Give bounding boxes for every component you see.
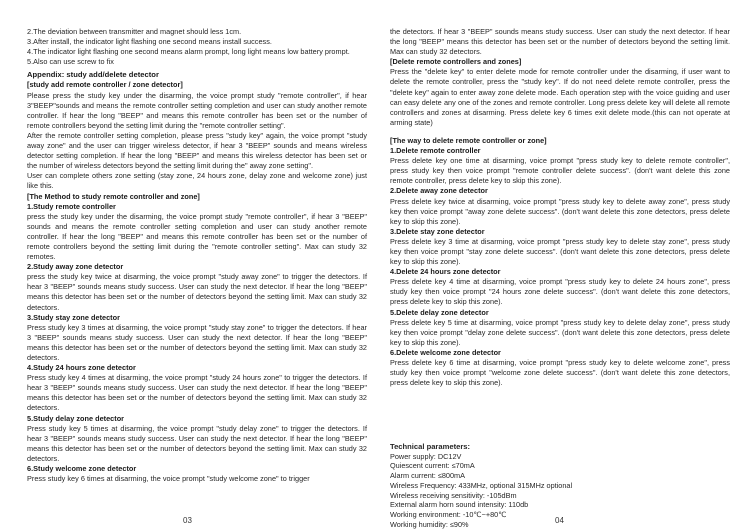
install-note: 4.The indicator light flashing one second means alarm prompt, long light means low battery prompt. [27,47,350,57]
page-number-right: 04 [555,516,564,525]
remote-zone-title: [study add remote controller / zone detector] [27,80,183,90]
section-title: 4.Study 24 hours zone detector [27,363,136,373]
section-body: Press delete key twice at disarming, voice prompt "press study key to delete away zone", press study key then voice prompt "away zone delete success". (don't want delete this zone detectors, press delete key to skip this zone). [390,196,730,226]
tech-line: External alarm horn sound intensity: 110db [390,500,529,510]
section-title: 6.Delete welcome zone detector [390,347,501,357]
section-title: 1.Delete remote controller [390,146,481,156]
tech-line: Working humidity: ≤90% [390,519,469,529]
tech-line: Quiescent current: ≤70mA [390,461,475,471]
appendix [27,70,367,191]
tech-title: Technical parameters: [390,442,471,451]
install-notes [27,27,367,67]
section-title: 4.Delete 24 hours zone detector [390,267,501,277]
page-number-left: 03 [183,516,192,525]
tech-line: Alarm current: ≤800mA [390,471,465,481]
appendix-title: Appendix: study add/delete detector [27,70,159,80]
tech-line: Power supply: DC12V [390,451,462,461]
tech-line: Working environment: -10℃~+80℃ [390,509,507,519]
section-body: Press delete key 3 time at disarming, voice prompt "press study key to delete stay zone", press study key then voice prompt "stay zone delete success". (don't want delete this zone detectors, press delete key to skip this zone). [390,236,730,267]
spacer [390,128,730,136]
section-title: 6.Study welcome zone detector [27,464,137,474]
section-body: Press delete key 5 time at disarming, voice prompt "press study key to delete delay zone", press study key then voice prompt "delay zone delete success". (don't want delete this zone detectors, press delete key to skip this zone). [390,317,730,347]
section-body: press the study key twice at disarming, the voice prompt "study away zone" to trigger the detectors. If hear 3 "BEEP" sounds means study success. User can study the next detector. If hear the long "BEEP" means this detector has been set or the number of detectors beyond the setting limit. Max can study 32 detectors. [27,272,367,312]
section-title: 2.Delete away zone detector [390,186,488,196]
remote-zone-para: After the remote controller setting completion, please press "study key" again, the voice prompt "study away zone" and the user can trigger wireless detector, if hear 3 "BEEP" sounds and means wireless detector setting completion. If hear the long "BEEP" and means this wireless detector has been set or the number of wireless detectors beyond the setting limit during the" away zone setting". [27,130,367,171]
continuation [390,27,730,57]
section-body: Press study key 5 times at disarming, the voice prompt "study delay zone" to trigger the detectors. If hear 3 "BEEP" sounds means study success. User can study the next detector. If hear the long "BEEP" means this detector has been set or the number of detectors beyond the setting limit. Max can study 32 detectors. [27,423,367,463]
section-body: Press study key 6 times at disarming, the voice prompt "study welcome zone" to trigger [27,474,310,484]
delete-mode [390,57,730,128]
remote-zone-para: Please press the study key under the disarming, the voice prompt study "remote controller", if hear 3"BEEP"sounds and means the remote controller setting completion and user can study another remote controller. If hear the long "BEEP" and means this remote controller has been set or the number of remote controllers beyond the setting limit during the "remote controller setting". [27,90,367,130]
section-body: press the study key under the disarming, the voice prompt study "remote controller", if hear 3 "BEEP" sounds and means the remote controller setting completion and user can study another remote controller. If hear the long "BEEP" and means this remote controller has been set or the number of remote controllers beyond the setting limit during the "remote controller setting". Max can study 32 remotes. [27,211,367,262]
way-title: [The way to delete remote controller or zone] [390,135,547,145]
continuation-text: the detectors. If hear 3 "BEEP" sounds means study success. User can study the next detector. If hear the long "BEEP" means this detector has been set or the number of detectors beyond the setting limit. Max can study 32 detectors. [390,27,730,57]
section-body: Press study key 4 times at disarming, the voice prompt "study 24 hours zone" to trigger the detectors. If hear 3 "BEEP" sounds means study success. User can study the next detector. If hear the long "BEEP" means this detector has been set or the number of detectors beyond the setting limit. Max can study 32 detectors. [27,373,367,413]
install-note: 3.After install, the indicator light flashing one second means install success. [27,37,272,47]
section-title: 5.Study delay zone detector [27,413,125,423]
install-note: 5.Also can use screw to fix [27,57,114,67]
tech-line: Wireless Frequency: 433MHz, optional 315MHz optional [390,480,573,490]
right-page [390,27,730,388]
method-title: [The Method to study remote controller and zone] [27,191,200,201]
study-method [27,192,367,485]
section-title: 2.Study away zone detector [27,262,124,272]
section-title: 5.Delete delay zone detector [390,307,489,317]
section-body: Press delete key one time at disarming, voice prompt "press study key to delete remote controller", press study key then voice prompt "remote controller delete success". (don't want delete this zone remote controller, press delete key to skip this zone). [390,156,730,186]
section-title: 1.Study remote controller [27,201,116,211]
section-title: 3.Delete stay zone detector [390,226,485,236]
delete-title: [Delete remote controllers and zones] [390,57,522,67]
remote-zone-para: User can complete others zone setting (stay zone, 24 hours zone, delay zone and welcome zone) just like this. [27,171,367,191]
tech-line: Wireless receiving sensitivity: -105dBm [390,490,517,500]
left-page [27,27,367,484]
section-body: Press study key 3 times at disarming, the voice prompt "study stay zone" to trigger the detectors. If hear 3 "BEEP" sounds means study success. User can study the next detector. If hear the long "BEEP" means this detector has been set or the number of detectors beyond the setting limit. Max can study 32 detectors. [27,322,367,362]
section-title: 3.Study stay zone detector [27,312,120,322]
install-note: 2.The deviation between transmitter and magnet should less 1cm. [27,27,242,36]
section-body: Press delete key 6 time at disarming, voice prompt "press study key to delete welcome zone", press study key then voice prompt "welcome zone delete success". (don't want delete this zone detectors, press delete key to skip this zone). [390,358,730,388]
delete-body: Press the "delete key" to enter delete mode for remote controller under the disarming, if user want to delete the remote controller, press the "study key". If do not need delete remote controller, press the "delete key" again to enter away zone delete mode. Each operation step with the voice guiding and user can easy delete any one of the zones and remote controller. Long press delete key will delete all remote controllers and zones at disarming. Press delete key 6 times exit delete mode.(this can not operate at arming state) [390,67,730,127]
delete-way [390,136,730,388]
section-body: Press delete key 4 time at disarming, voice prompt "press study key to delete 24 hours zone", press study key then voice prompt "24 hours zone delete success". (don't want delete this zone detectors, press delete key to skip this zone). [390,277,730,307]
